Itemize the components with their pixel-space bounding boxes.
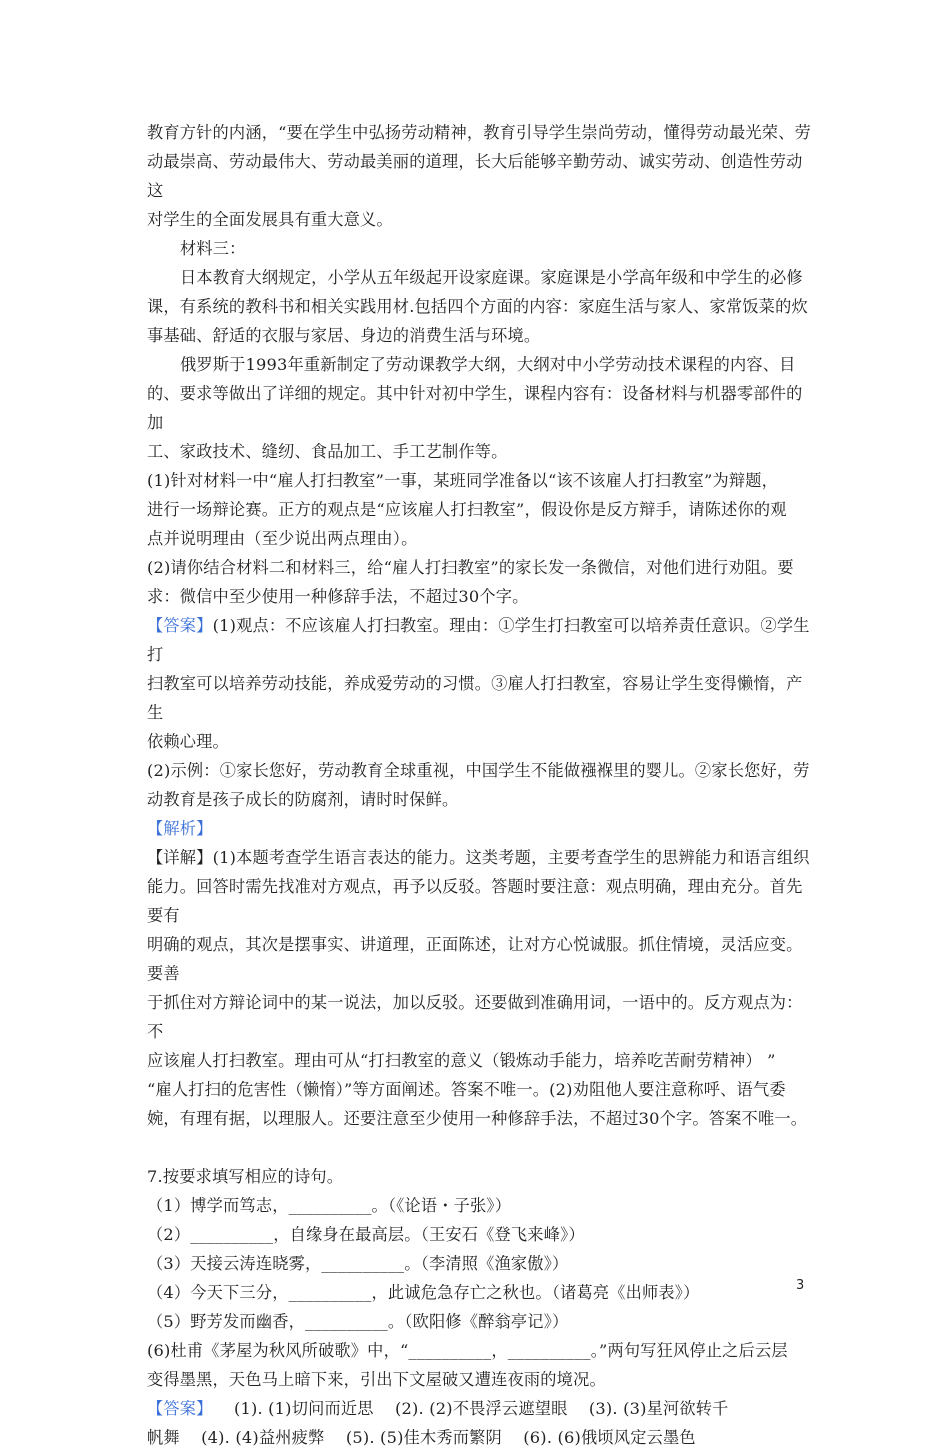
text-line: 应该雇人打扫教室。理由可从“打扫教室的意义（锻炼动手能力，培养吃苦耐劳精神） ” [147, 1051, 776, 1070]
text-line: “雇人打扫的危害性（懒惰）”等方面阐述。答案不唯一。(2)劝阻他人要注意称呼、语气委 [147, 1080, 786, 1099]
text-line: 俄罗斯于1993年重新制定了劳动课教学大纲，大纲对中小学劳动技术课程的内容、目 [180, 355, 796, 374]
text-line: 工、家政技术、缝纫、食品加工、手工艺制作等。 [147, 442, 508, 461]
answer-section-6 [147, 611, 815, 814]
text-line: 动教育是孩子成长的防腐剂，请时时保鲜。 [147, 790, 459, 809]
text-line: 点并说明理由（至少说出两点理由）。 [147, 529, 418, 548]
material-3-heading: 材料三： [180, 239, 246, 258]
text-line: 求：微信中至少使用一种修辞手法，不超过30个字。 [147, 587, 529, 606]
answer-line [147, 1394, 815, 1423]
text-line: 动最崇高、劳动最伟大、劳动最美丽的道理，长大后能够辛勤劳动、诚实劳动、创造性劳动这 [147, 152, 803, 200]
answer-text: (1). (1)切问而近思 (2). (2)不畏浮云遮望眼 (3). (3)星河欲转千 [212, 1399, 729, 1418]
detail-line [147, 843, 815, 872]
answer-tag: 【答案】 [147, 616, 213, 635]
text-line: 变得墨黑，天色马上暗下来，引出下文屋破又遭连夜雨的境况。 [147, 1370, 606, 1389]
answer-text: (1)观点：不应该雇人打扫教室。理由：①学生打扫教室可以培养责任意识。②学生打 [147, 616, 810, 664]
text-line: 婉，有理有据，以理服人。还要注意至少使用一种修辞手法，不超过30个字。答案不唯一。 [147, 1109, 808, 1128]
question-1 [147, 466, 815, 553]
page-number: 3 [796, 1278, 805, 1293]
poem-item: （1）博学而笃志，__________。（《论语・子张》） [147, 1196, 512, 1215]
detail-explanation [147, 843, 815, 1133]
text-line: 依赖心理。 [147, 732, 229, 751]
poem-item: （3）天接云涛连晓雾，__________。（李清照《渔家傲》） [147, 1254, 569, 1273]
text-line: 进行一场辩论赛。正方的观点是“应该雇人打扫教室”，假设你是反方辩手，请陈述你的观 [147, 500, 787, 519]
spacer [147, 1133, 815, 1162]
detail-text: (1)本题考查学生语言表达的能力。这类考题，主要考查学生的思辨能力和语言组织 [212, 848, 810, 867]
detail-tag: 【详解】 [147, 848, 213, 867]
question-2 [147, 553, 815, 611]
question-7-title: 7.按要求填写相应的诗句。 [147, 1167, 344, 1186]
answer-tag: 【答案】 [147, 1399, 213, 1418]
text-line: 于抓住对方辩论词中的某一说法，加以反驳。还要做到准确用词，一语中的。反方观点为：不 [147, 993, 803, 1041]
text-line: (2)请你结合材料二和材料三，给“雇人打扫教室”的家长发一条微信，对他们进行劝阻。要 [147, 558, 794, 577]
text-line: 能力。回答时需先找准对方观点，再予以反驳。答题时要注意：观点明确，理由充分。首先要有 [147, 877, 803, 925]
poem-item: （5）野芳发而幽香，__________。（欧阳修《醉翁亭记》） [147, 1312, 569, 1331]
text-line: 对学生的全面发展具有重大意义。 [147, 210, 393, 229]
answer-line [147, 611, 815, 669]
text-line: (2)示例：①家长您好，劳动教育全球重视，中国学生不能做襁褓里的婴儿。②家长您好，劳 [147, 761, 810, 780]
text-line: 课，有系统的教科书和相关实践用材.包括四个方面的内容：家庭生活与家人、家常饭菜的炊 [147, 297, 808, 316]
text-line: 扫教室可以培养劳动技能，养成爱劳动的习惯。③雇人打扫教室，容易让学生变得懒惰，产生 [147, 674, 803, 722]
poem-item: （2）__________，自缘身在最高层。（王安石《登飞来峰》） [147, 1225, 585, 1244]
text-line: 事基础、舒适的衣服与家居、身边的消费生活与环境。 [147, 326, 541, 345]
material-2-continuation [147, 118, 815, 234]
document-page [147, 118, 815, 1452]
material-3-japan-paragraph [147, 263, 815, 350]
text-line: 帆舞 (4). (4)益州疲弊 (5). (5)佳木秀而繁阴 (6). (6)俄顷风定云墨色 [147, 1428, 696, 1447]
question-7 [147, 1162, 815, 1452]
material-3-russia-paragraph [147, 350, 815, 466]
poem-item: （4）今天下三分，__________，此诚危急存亡之秋也。（诸葛亮《出师表》） [147, 1283, 700, 1302]
text-line: 教育方针的内涵，“要在学生中弘扬劳动精神，教育引导学生崇尚劳动，懂得劳动最光荣、劳 [147, 123, 811, 142]
text-line: 明确的观点，其次是摆事实、讲道理，正面陈述，让对方心悦诚服。抓住情境，灵活应变。要善 [147, 935, 803, 983]
text-line: (1)针对材料一中“雇人打扫教室”一事，某班同学准备以“该不该雇人打扫教室”为辩题， [147, 471, 778, 490]
text-line: 日本教育大纲规定，小学从五年级起开设家庭课。家庭课是小学高年级和中学生的必修 [180, 268, 803, 287]
analysis-tag: 【解析】 [147, 819, 213, 838]
text-line: 的、要求等做出了详细的规定。其中针对初中学生，课程内容有：设备材料与机器零部件的加 [147, 384, 803, 432]
poem-item: (6)杜甫《茅屋为秋风所破歌》中，“__________，__________。”两句写狂风停止之后云层 [147, 1341, 788, 1360]
